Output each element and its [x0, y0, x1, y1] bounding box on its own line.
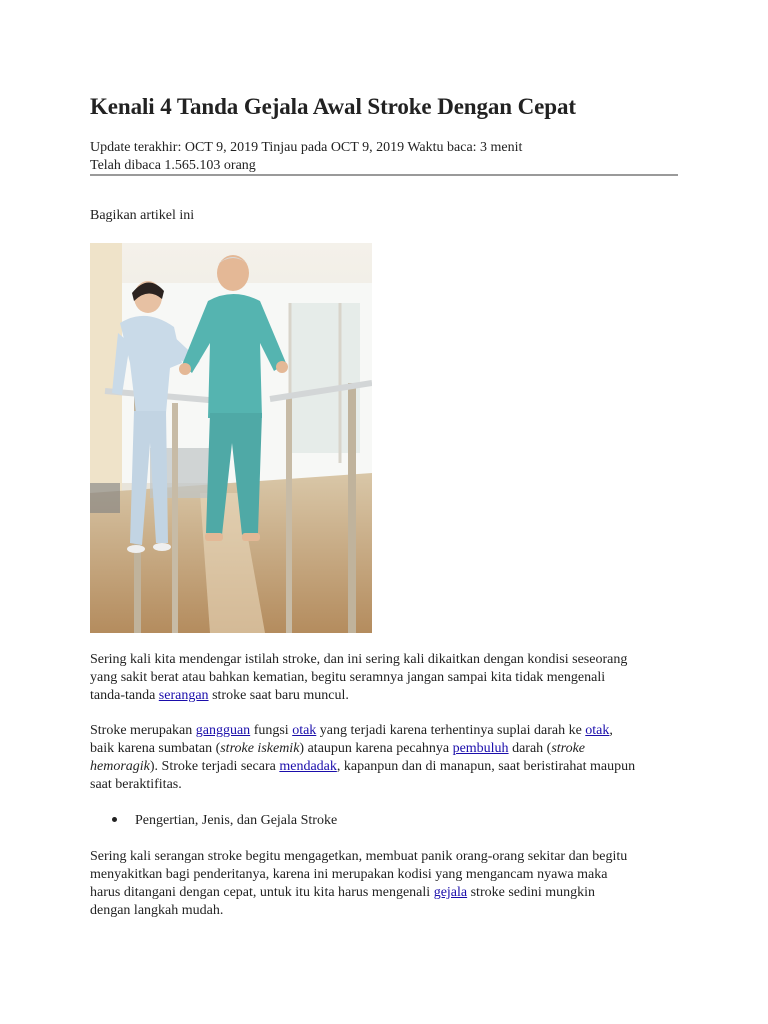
share-label: Bagikan artikel ini	[90, 208, 195, 223]
link-gejala[interactable]: gejala	[433, 885, 468, 900]
update-info: Update terakhir: OCT 9, 2019 Tinjau pada OCT 9, 2019 Waktu baca: 3 menit	[90, 140, 523, 155]
text-line: Sering kali serangan stroke begitu mengagetkan, membuat panik orang-orang sekitar dan begitu	[90, 849, 628, 864]
text-line: dengan langkah mudah.	[90, 903, 224, 918]
text-segment: baik karena sumbatan (	[90, 741, 221, 756]
article-meta	[90, 139, 522, 175]
rehab-walking-illustration	[90, 243, 372, 633]
text-segment: ,	[609, 723, 613, 738]
article-photo	[90, 243, 372, 633]
text-segment: ) ataupun karena pecahnya	[299, 741, 453, 756]
text-segment: yang terjadi karena terhentinya suplai darah ke	[316, 723, 586, 738]
bullet-list-item	[90, 812, 337, 830]
text-segment: harus ditangani dengan cepat, untuk itu kita harus mengenali	[90, 885, 434, 900]
link-otak[interactable]: otak	[292, 723, 317, 738]
text-segment: stroke saat baru muncul.	[208, 688, 349, 703]
divider	[90, 174, 678, 176]
italic-term: hemoragik	[90, 759, 150, 774]
italic-term: stroke	[551, 741, 586, 756]
text-segment: , kapanpun dan di manapun, saat beristirahat maupun	[336, 759, 636, 774]
link-mendadak[interactable]: mendadak	[279, 759, 337, 774]
link-pembuluh[interactable]: pembuluh	[452, 741, 509, 756]
italic-term: stroke iskemik	[220, 741, 300, 756]
text-segment: saat beraktifitas.	[90, 777, 182, 792]
text-segment: tanda-tanda	[90, 688, 159, 703]
link-gangguan[interactable]: gangguan	[195, 723, 251, 738]
intro-paragraph	[90, 651, 690, 705]
text-line: Sering kali kita mendengar istilah stroke, dan ini sering kali dikaitkan dengan kondisi seseorang	[90, 652, 628, 667]
text-segment: darah (	[508, 741, 552, 756]
read-count: Telah dibaca 1.565.103 orang	[90, 158, 256, 173]
bullet-icon	[112, 817, 117, 822]
text-segment: fungsi	[250, 723, 293, 738]
article-title: Kenali 4 Tanda Gejala Awal Stroke Dengan Cepat	[90, 94, 576, 119]
text-segment: stroke sedini mungkin	[467, 885, 596, 900]
text-segment: ). Stroke terjadi secara	[149, 759, 280, 774]
link-otak-2[interactable]: otak	[585, 723, 610, 738]
definition-paragraph	[90, 722, 690, 794]
symptom-paragraph	[90, 848, 690, 920]
bullet-text: Pengertian, Jenis, dan Gejala Stroke	[135, 813, 338, 828]
text-segment: Stroke merupakan	[90, 723, 196, 738]
link-serangan[interactable]: serangan	[158, 688, 209, 703]
text-line: yang sakit berat atau bahkan kematian, begitu seramnya jangan sampai kita tidak mengenali	[90, 670, 606, 685]
text-line: menyakitkan bagi penderitanya, karena ini merupakan kodisi yang mengancam nyawa maka	[90, 867, 608, 882]
